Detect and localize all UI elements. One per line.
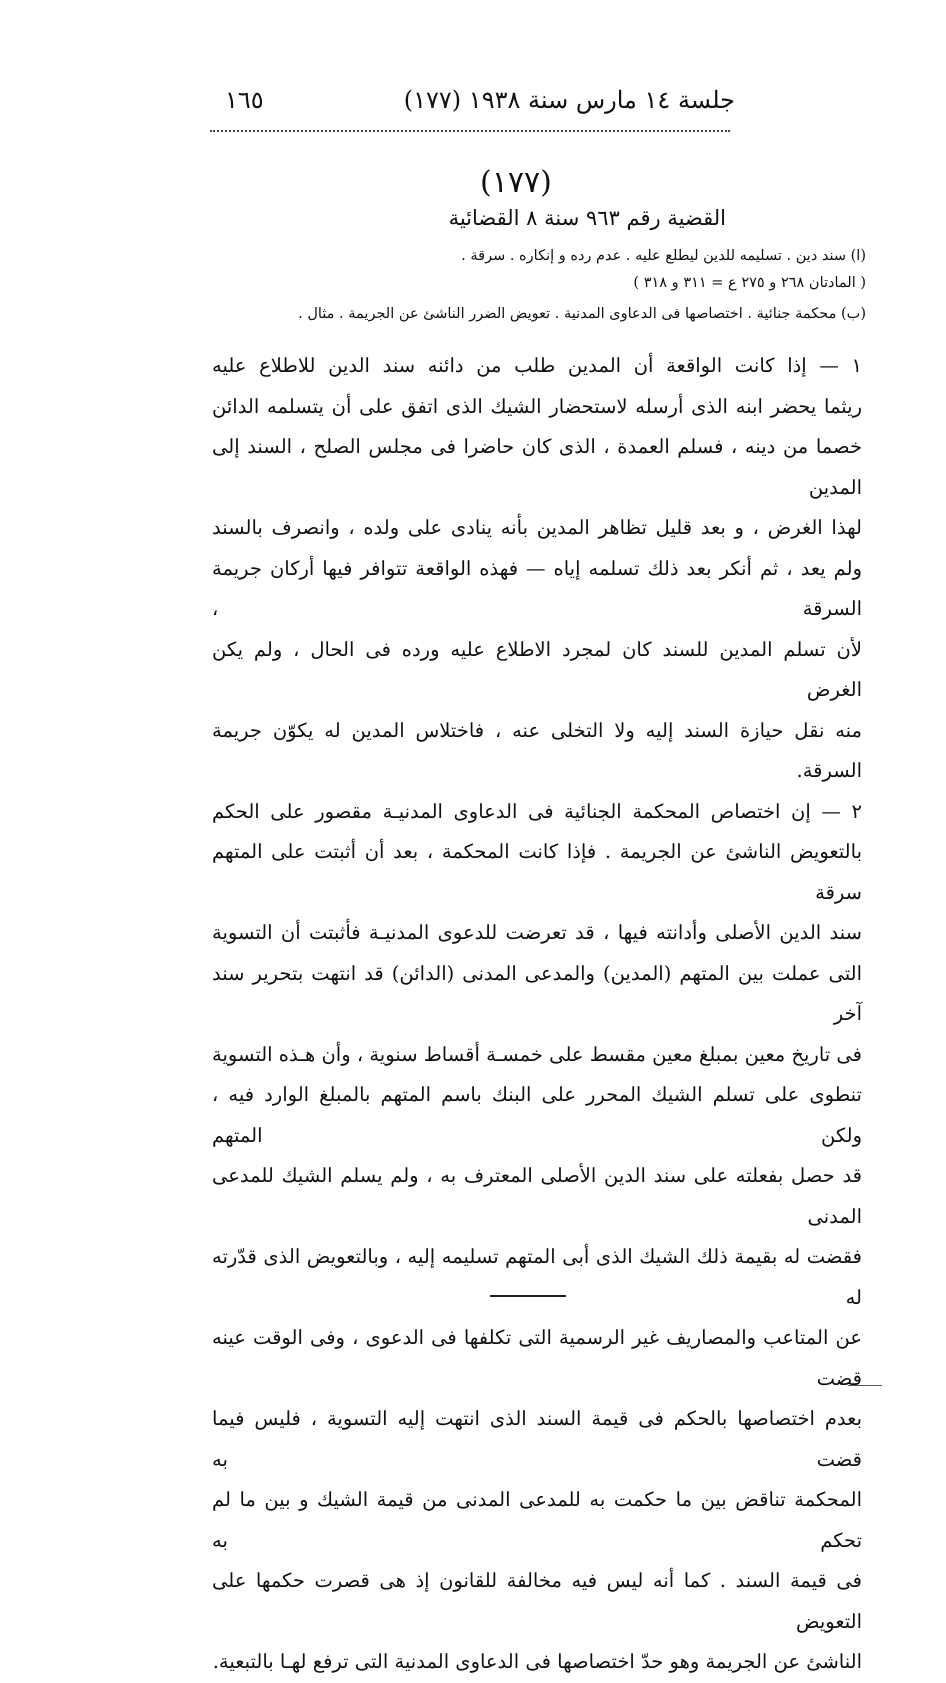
body-line: لأن تسلم المدين للسند كان لمجرد الاطلاع عليه ورده فى الحال ، ولم يكن الغرض bbox=[212, 637, 862, 701]
body-line: الناشئ عن الجريمة وهو حدّ اختصاصها فى الدعاوى المدنية التى ترفع لهـا بالتبعية. bbox=[212, 1650, 862, 1673]
body-line: تنطوى على تسلم الشيك المحرر على البنك باسم المتهم بالمبلغ الوارد فيه ، ولكن المتهم bbox=[212, 1083, 862, 1147]
body-line: فى قيمة السند . كما أنه ليس فيه مخالفة للقانون إذ هى قصرت حكمها على التعويض bbox=[212, 1569, 862, 1633]
page-number: ١٦٥ bbox=[225, 86, 264, 114]
body-line: لهذا الغرض ، و بعد قليل تظاهر المدين بأنه ينادى على ولده ، وانصرف بالسند bbox=[212, 516, 862, 539]
header-divider bbox=[210, 130, 730, 132]
body-line: بالتعويض الناشئ عن الجريمة . فإذا كانت المحكمة ، بعد أن أثبتت على المتهم سرقة bbox=[212, 840, 862, 904]
body-line: بعدم اختصاصها بالحكم فى قيمة السند الذى انتهت إليه التسوية ، فليس فيما قضت به bbox=[212, 1407, 862, 1471]
case-title: القضية رقم ٩٦٣ سنة ٨ القضائية bbox=[448, 206, 726, 230]
case-number: (١٧٧) bbox=[480, 165, 552, 200]
body-line: ٢ — إن اختصاص المحكمة الجنائية فى الدعاوى المدنيـة مقصور على الحكم bbox=[212, 799, 862, 823]
body-line: فى تاريخ معين بمبلغ معين مقسط على خمسـة أقساط سنوية ، وأن هـذه التسوية bbox=[212, 1042, 862, 1066]
header-title: جلسة ١٤ مارس سنة ١٩٣٨ (١٧٧) bbox=[403, 86, 735, 114]
corner-mark bbox=[848, 1385, 882, 1386]
body-line: المحكمة تناقض بين ما حكمت به للمدعى المدنى من قيمة الشيك و بين ما لم تحكم به bbox=[212, 1488, 862, 1552]
body-line: ١ — إذا كانت الواقعة أن المدين طلب من دائنه سند الدين للاطلاع عليه bbox=[212, 354, 862, 377]
summary-line: ( المادتان ٢٦٨ و ٢٧٥ ع = ٣١١ و ٣١٨ ) bbox=[633, 275, 866, 291]
body-line: سند الدين الأصلى وأدانته فيها ، قد تعرضت للدعوى المدنيـة فأثبتت أن التسوية bbox=[212, 921, 862, 944]
summary-line: (ب) محكمة جنائية . اختصاصها فى الدعاوى المدنية . تعويض الضرر الناشئ عن الجريمة . مثال . bbox=[298, 306, 866, 322]
body-line: قد حصل بفعلته على سند الدين الأصلى المعترف به ، ولم يسلم الشيك للمدعى المدنى bbox=[212, 1164, 862, 1228]
summary-line: (ا) سند دين . تسليمه للدين ليطلع عليه . عدم رده و إنكاره . سرقة . bbox=[461, 248, 866, 264]
body-line: عن المتاعب والمصاريف غير الرسمية التى تكلفها فى الدعوى ، وفى الوقت عينه قضت bbox=[212, 1326, 862, 1390]
ruling-text bbox=[212, 346, 862, 1683]
body-line: ولم يعد ، ثم أنكر بعد ذلك تسلمه إياه — فهذه الواقعة تتوافر فيها أركان جريمة السرقة ، bbox=[212, 556, 862, 620]
page-header bbox=[225, 86, 735, 126]
body-line: ريثما يحضر ابنه الذى أرسله لاستحضار الشيك الذى اتفق على أن يتسلمه الدائن bbox=[212, 394, 862, 418]
body-line: فقضت له بقيمة ذلك الشيك الذى أبى المتهم تسليمه إليه ، وبالتعويض الذى قدّرته له bbox=[212, 1245, 862, 1309]
body-line: خصما من دينه ، فسلم العمدة ، الذى كان حاضرا فى مجلس الصلح ، السند إلى المدين bbox=[212, 435, 862, 499]
body-line: التى عملت بين المتهم (المدين) والمدعى المدنى (الدائن) قد انتهت بتحرير سند آخر bbox=[212, 961, 862, 1025]
body-line: منه نقل حيازة السند إليه ولا التخلى عنه ، فاختلاس المدين له يكوّن جريمة السرقة. bbox=[212, 718, 862, 782]
end-rule bbox=[490, 1295, 566, 1297]
